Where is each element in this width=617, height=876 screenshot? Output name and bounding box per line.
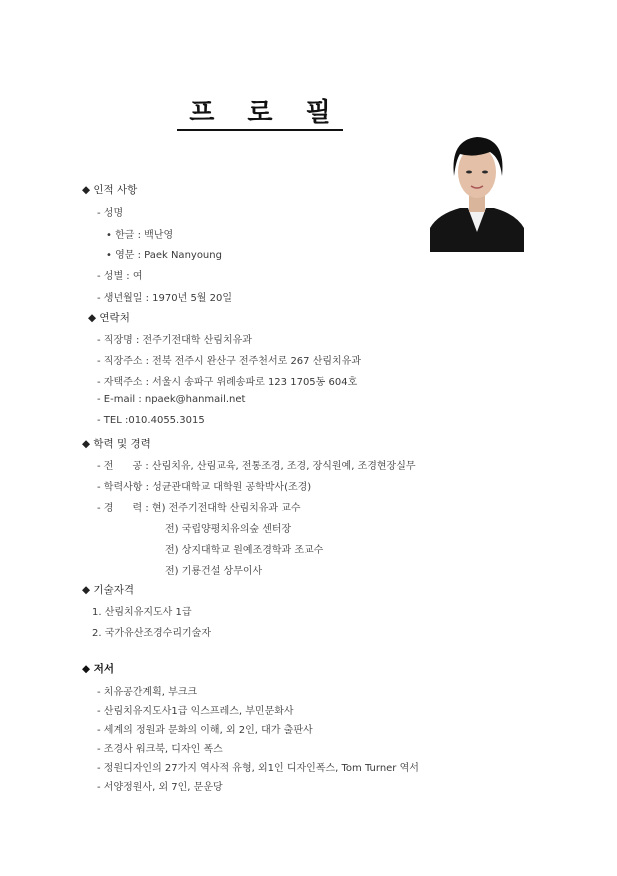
email: - E-mail : npaek@hanmail.net: [97, 394, 246, 405]
career-item: 전) 상지대학교 원예조경학과 조교수: [165, 545, 324, 556]
career-item: 전) 기룡건설 상무이사: [165, 566, 263, 577]
publication-item: - 정원디자인의 27가지 역사적 유형, 외1인 디자인폭스, Tom Turner 역서: [97, 763, 419, 774]
qualification-item: 1. 산림치유지도사 1급: [92, 607, 192, 618]
publication-item: - 산림치유지도사1급 익스프레스, 부민문화사: [97, 706, 294, 717]
publication-item: - 세계의 정원과 문화의 이해, 외 2인, 대가 출판사: [97, 725, 313, 736]
page-title: 프 로 필: [0, 92, 520, 129]
publication-item: - 서양정원사, 외 7인, 문운당: [97, 782, 223, 793]
career-item: 전) 국립양평치유의숲 센터장: [165, 524, 292, 535]
name-english: • 영문 : Paek Nanyoung: [106, 250, 222, 261]
qualification-item: 2. 국가유산조경수리기술자: [92, 628, 211, 639]
gender: - 성별 : 여: [97, 271, 143, 282]
section-qualifications-heading: ◆ 기술자격: [82, 584, 134, 596]
section-education-heading: ◆ 학력 및 경력: [82, 438, 151, 450]
telephone: - TEL :010.4055.3015: [97, 415, 205, 426]
section-personal-heading: ◆ 인적 사항: [82, 184, 138, 196]
section-publications-heading: ◆ 저서: [82, 663, 115, 675]
profile-photo: [430, 128, 524, 252]
career-current: - 경 력 : 현) 전주기전대학 산림치유과 교수: [97, 503, 301, 514]
name-label: - 성명: [97, 208, 124, 219]
publication-item: - 치유공간계획, 부크크: [97, 687, 198, 698]
home-address: - 자택주소 : 서울시 송파구 위례송파로 123 1705동 604호: [97, 377, 358, 388]
major: - 전 공 : 산림치유, 산림교육, 전통조경, 조경, 장식원예, 조경현장실무: [97, 461, 416, 472]
degree: - 학력사항 : 성균관대학교 대학원 공학박사(조경): [97, 482, 312, 493]
name-korean: • 한글 : 백난영: [106, 230, 174, 241]
section-contact-heading: ◆ 연락처: [88, 312, 130, 324]
birth-date: - 생년월일 : 1970년 5월 20일: [97, 293, 233, 304]
work-address: - 직장주소 : 전북 전주시 완산구 전주천서로 267 산림치유과: [97, 356, 362, 367]
workplace: - 직장명 : 전주기전대학 산림치유과: [97, 335, 252, 346]
publication-item: - 조경사 워크북, 디자인 폭스: [97, 744, 223, 755]
